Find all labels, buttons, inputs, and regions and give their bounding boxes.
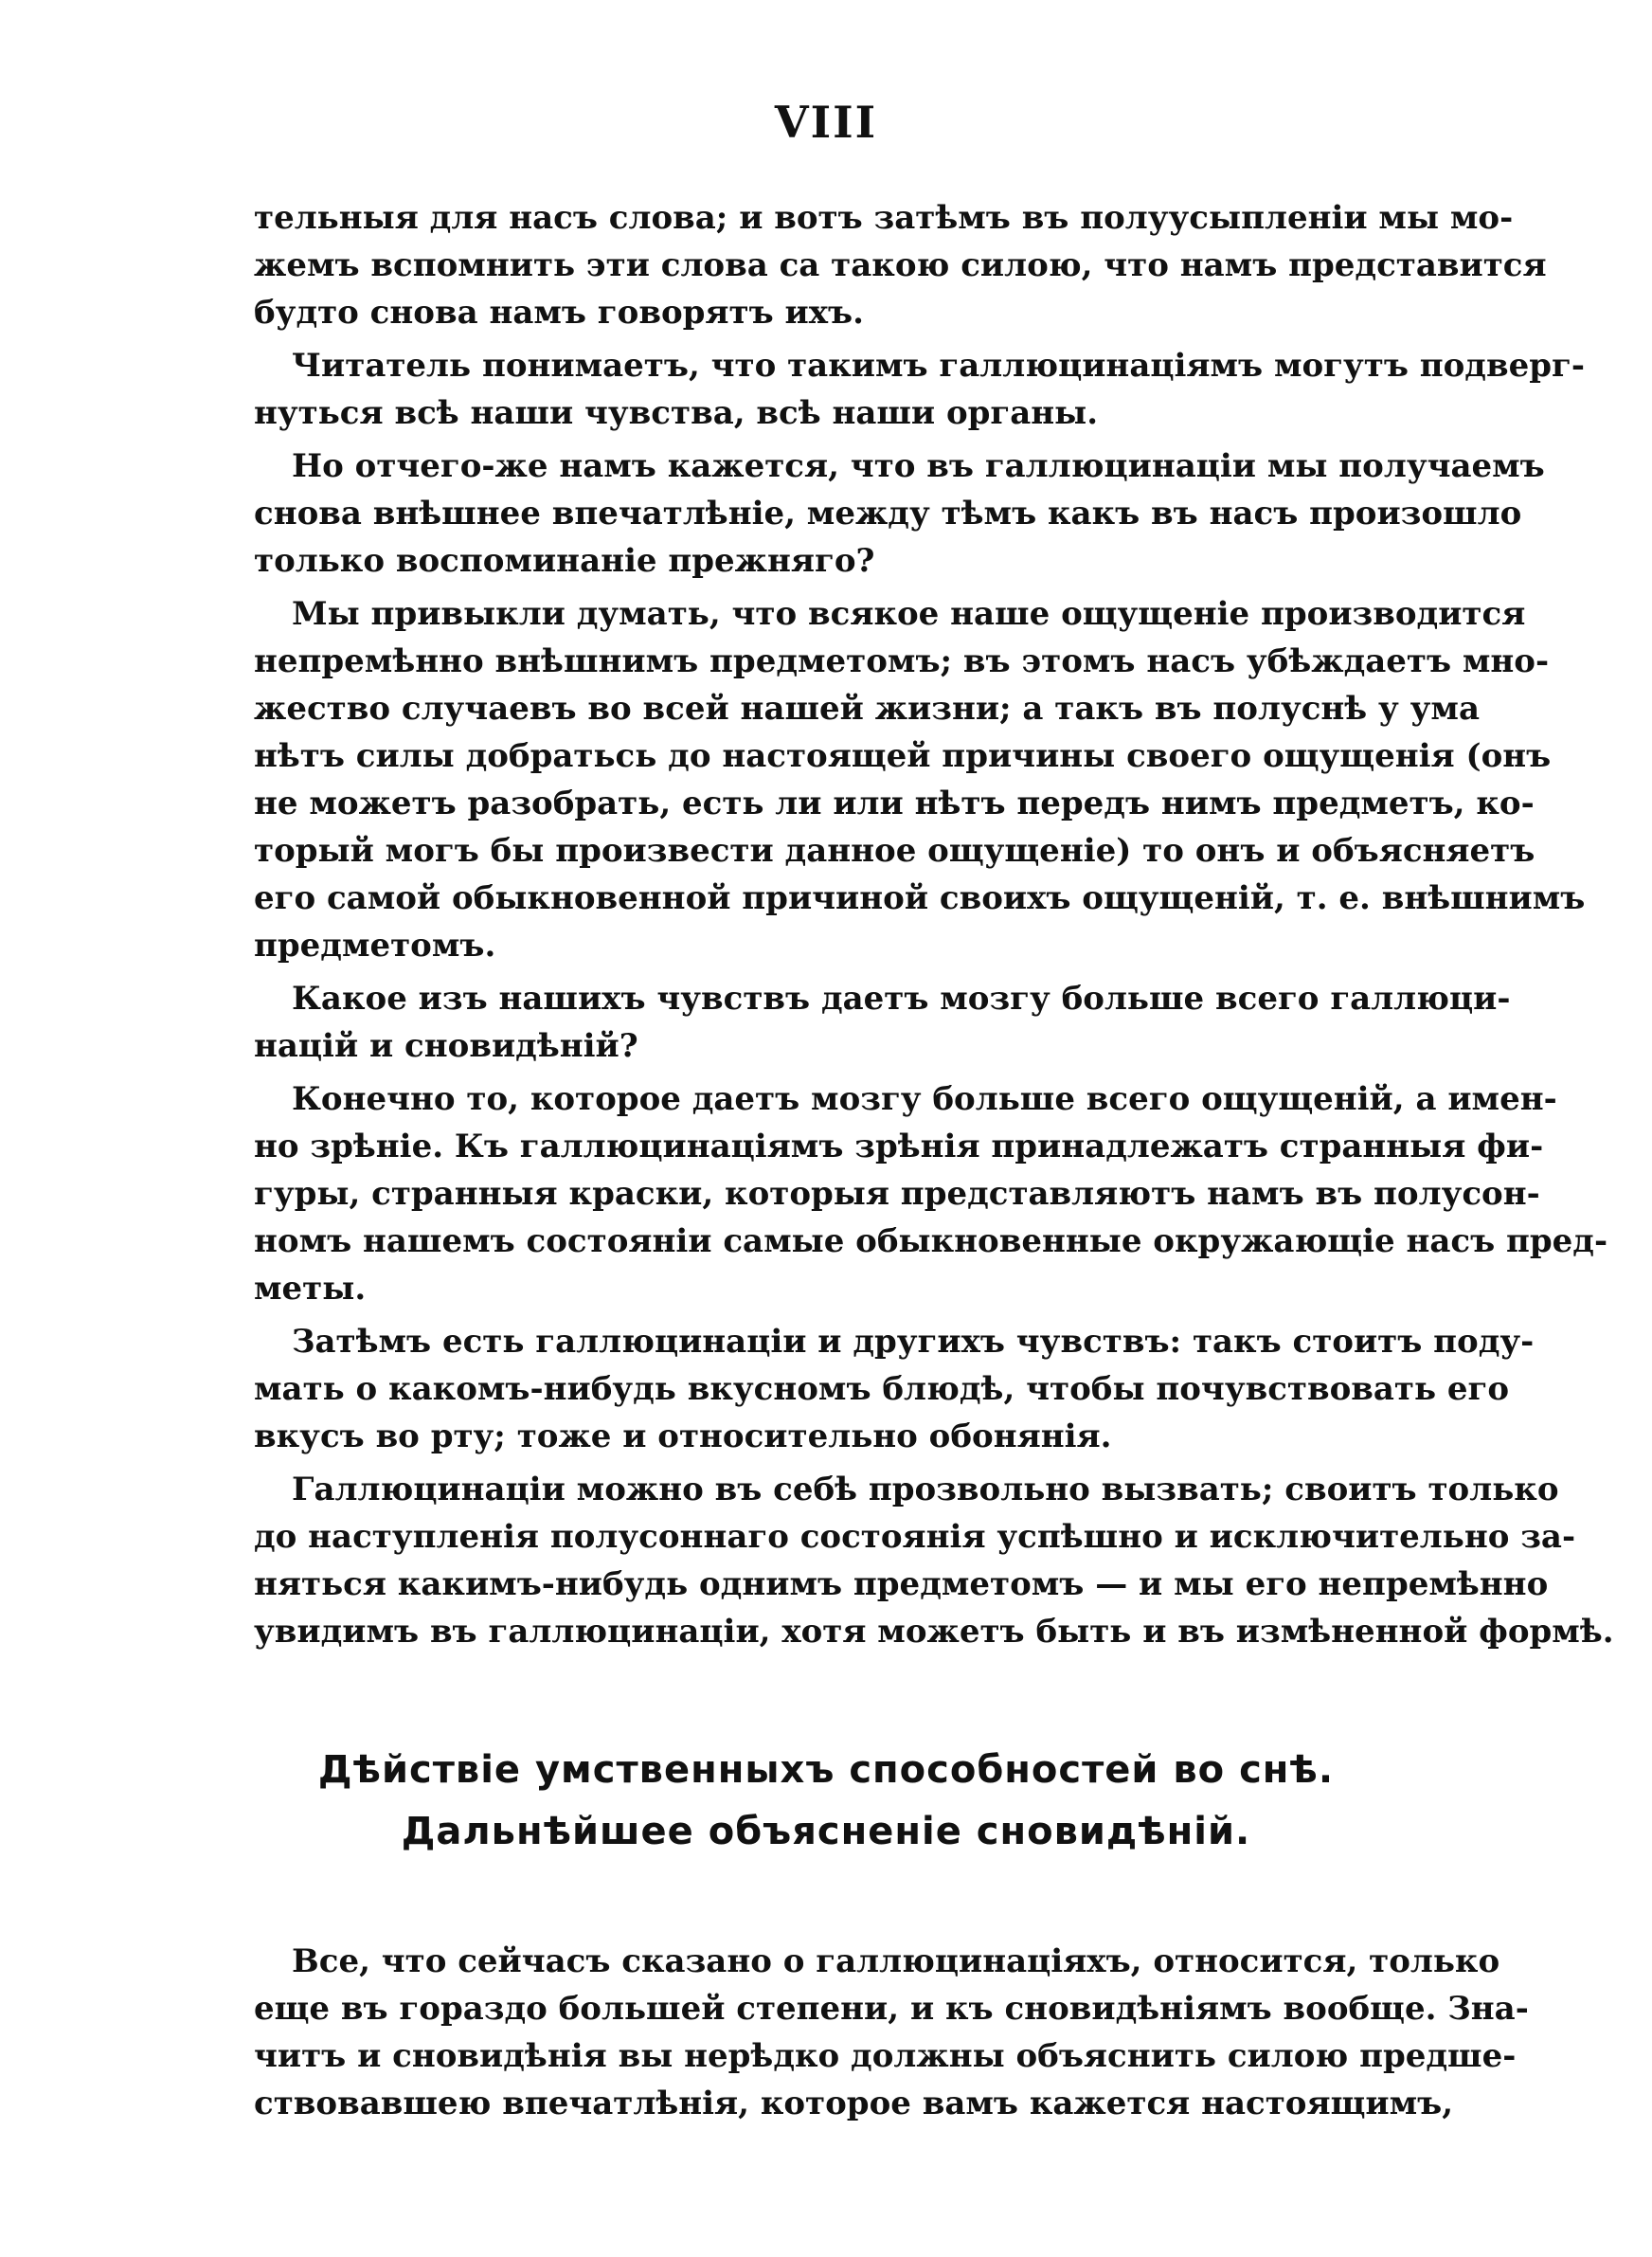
text-line: мать о какомъ-нибудь вкусномъ блюдѣ, чтобы почувствовать его (254, 1370, 1510, 1408)
paragraph (254, 442, 1545, 585)
text-line: нуться всѣ наши чувства, всѣ наши органы. (254, 394, 1099, 432)
text-line: только воспоминаніе прежняго? (254, 542, 875, 580)
text-line: предметомъ. (254, 927, 496, 965)
text-line: жество случаевъ во всей нашей жизни; а такъ въ полуснѣ у ума (254, 690, 1480, 728)
text-line: читъ и сновидѣнія вы нерѣдко должны объяснить силою предше- (254, 2037, 1517, 2075)
text-line: няться какимъ-нибудь однимъ предметомъ — и мы его непремѣнно (254, 1565, 1549, 1603)
text-line: Читатель понимаетъ, что такимъ галлюцинаціямъ могутъ подверг- (292, 347, 1585, 385)
section-heading-line-1: Дѣйствіе умственныхъ способностей во снѣ. (317, 1748, 1335, 1792)
paragraph (254, 342, 1585, 437)
body-text-bottom (254, 1938, 1529, 2127)
text-line: меты. (254, 1270, 367, 1308)
text-line: тельныя для насъ слова; и вотъ затѣмъ въ полуусыпленіи мы мо- (254, 199, 1514, 237)
text-line: Все, что сейчасъ сказано о галлюцинаціяхъ, относится, только (292, 1942, 1500, 1980)
body-text-top (254, 194, 1614, 1655)
text-line: снова внѣшнее впечатлѣніе, между тѣмъ какъ въ насъ произошло (254, 495, 1522, 533)
text-line: гуры, странныя краски, которыя представляютъ намъ въ полусон- (254, 1175, 1540, 1213)
paragraph (254, 1938, 1529, 2127)
text-line: непремѣнно внѣшнимъ предметомъ; въ этомъ насъ убѣждаетъ мно- (254, 642, 1550, 680)
text-line: Какое изъ нашихъ чувствъ даетъ мозгу больше всего галлюци- (292, 980, 1511, 1018)
text-line: Конечно то, которое даетъ мозгу больше всего ощущеній, а имен- (292, 1080, 1557, 1118)
text-line: Мы привыкли думать, что всякое наше ощущеніе производится (292, 595, 1526, 633)
paragraph (254, 590, 1586, 969)
text-line: Но отчего-же намъ кажется, что въ галлюцинаціи мы получаемъ (292, 447, 1545, 485)
paragraph (254, 1318, 1535, 1460)
text-line: не можетъ разобрать, есть ли или нѣтъ передъ нимъ предметъ, ко- (254, 785, 1535, 822)
text-line: до наступленія полусоннаго состоянія успѣшно и исключительно за- (254, 1518, 1576, 1556)
paragraph (254, 1075, 1608, 1312)
text-line: увидимъ въ галлюцинаціи, хотя можетъ быть и въ измѣненной формѣ. (254, 1613, 1614, 1651)
text-line: Затѣмъ есть галлюцинаціи и другихъ чувствъ: такъ стоитъ поду- (292, 1323, 1535, 1361)
text-line: вкусъ во рту; тоже и относительно обонянія. (254, 1417, 1112, 1455)
text-line: нѣтъ силы добратьсь до настоящей причины своего ощущенія (онъ (254, 737, 1552, 775)
text-line: его самой обыкновенной причиной своихъ ощущеній, т. е. внѣшнимъ (254, 879, 1586, 917)
text-line: ствовавшею впечатлѣнія, которое вамъ кажется настоящимъ, (254, 2085, 1454, 2122)
text-line: номъ нашемъ состояніи самые обыкновенные окружающіе насъ пред- (254, 1222, 1608, 1260)
text-line: но зрѣніе. Къ галлюцинаціямъ зрѣнія принадлежатъ странныя фи- (254, 1128, 1544, 1165)
paragraph (254, 1466, 1614, 1655)
text-line: еще въ гораздо большей степени, и къ сновидѣніямъ вообще. Зна- (254, 1990, 1529, 2028)
section-heading-line-2: Дальнѣйшее объясненіе сновидѣній. (401, 1810, 1251, 1853)
paragraph (254, 975, 1511, 1070)
page-number: VIII (774, 97, 878, 148)
paragraph (254, 194, 1547, 336)
text-line: будто снова намъ говорятъ ихъ. (254, 294, 864, 332)
text-line: жемъ вспомнить эти слова са такою силою, что намъ представится (254, 246, 1547, 284)
text-line: Галлюцинаціи можно въ себѣ прозвольно вызвать; своитъ только (292, 1471, 1559, 1508)
text-line: торый могъ бы произвести данное ощущеніе) то онъ и объясняетъ (254, 832, 1535, 870)
text-line: націй и сновидѣній? (254, 1027, 638, 1065)
